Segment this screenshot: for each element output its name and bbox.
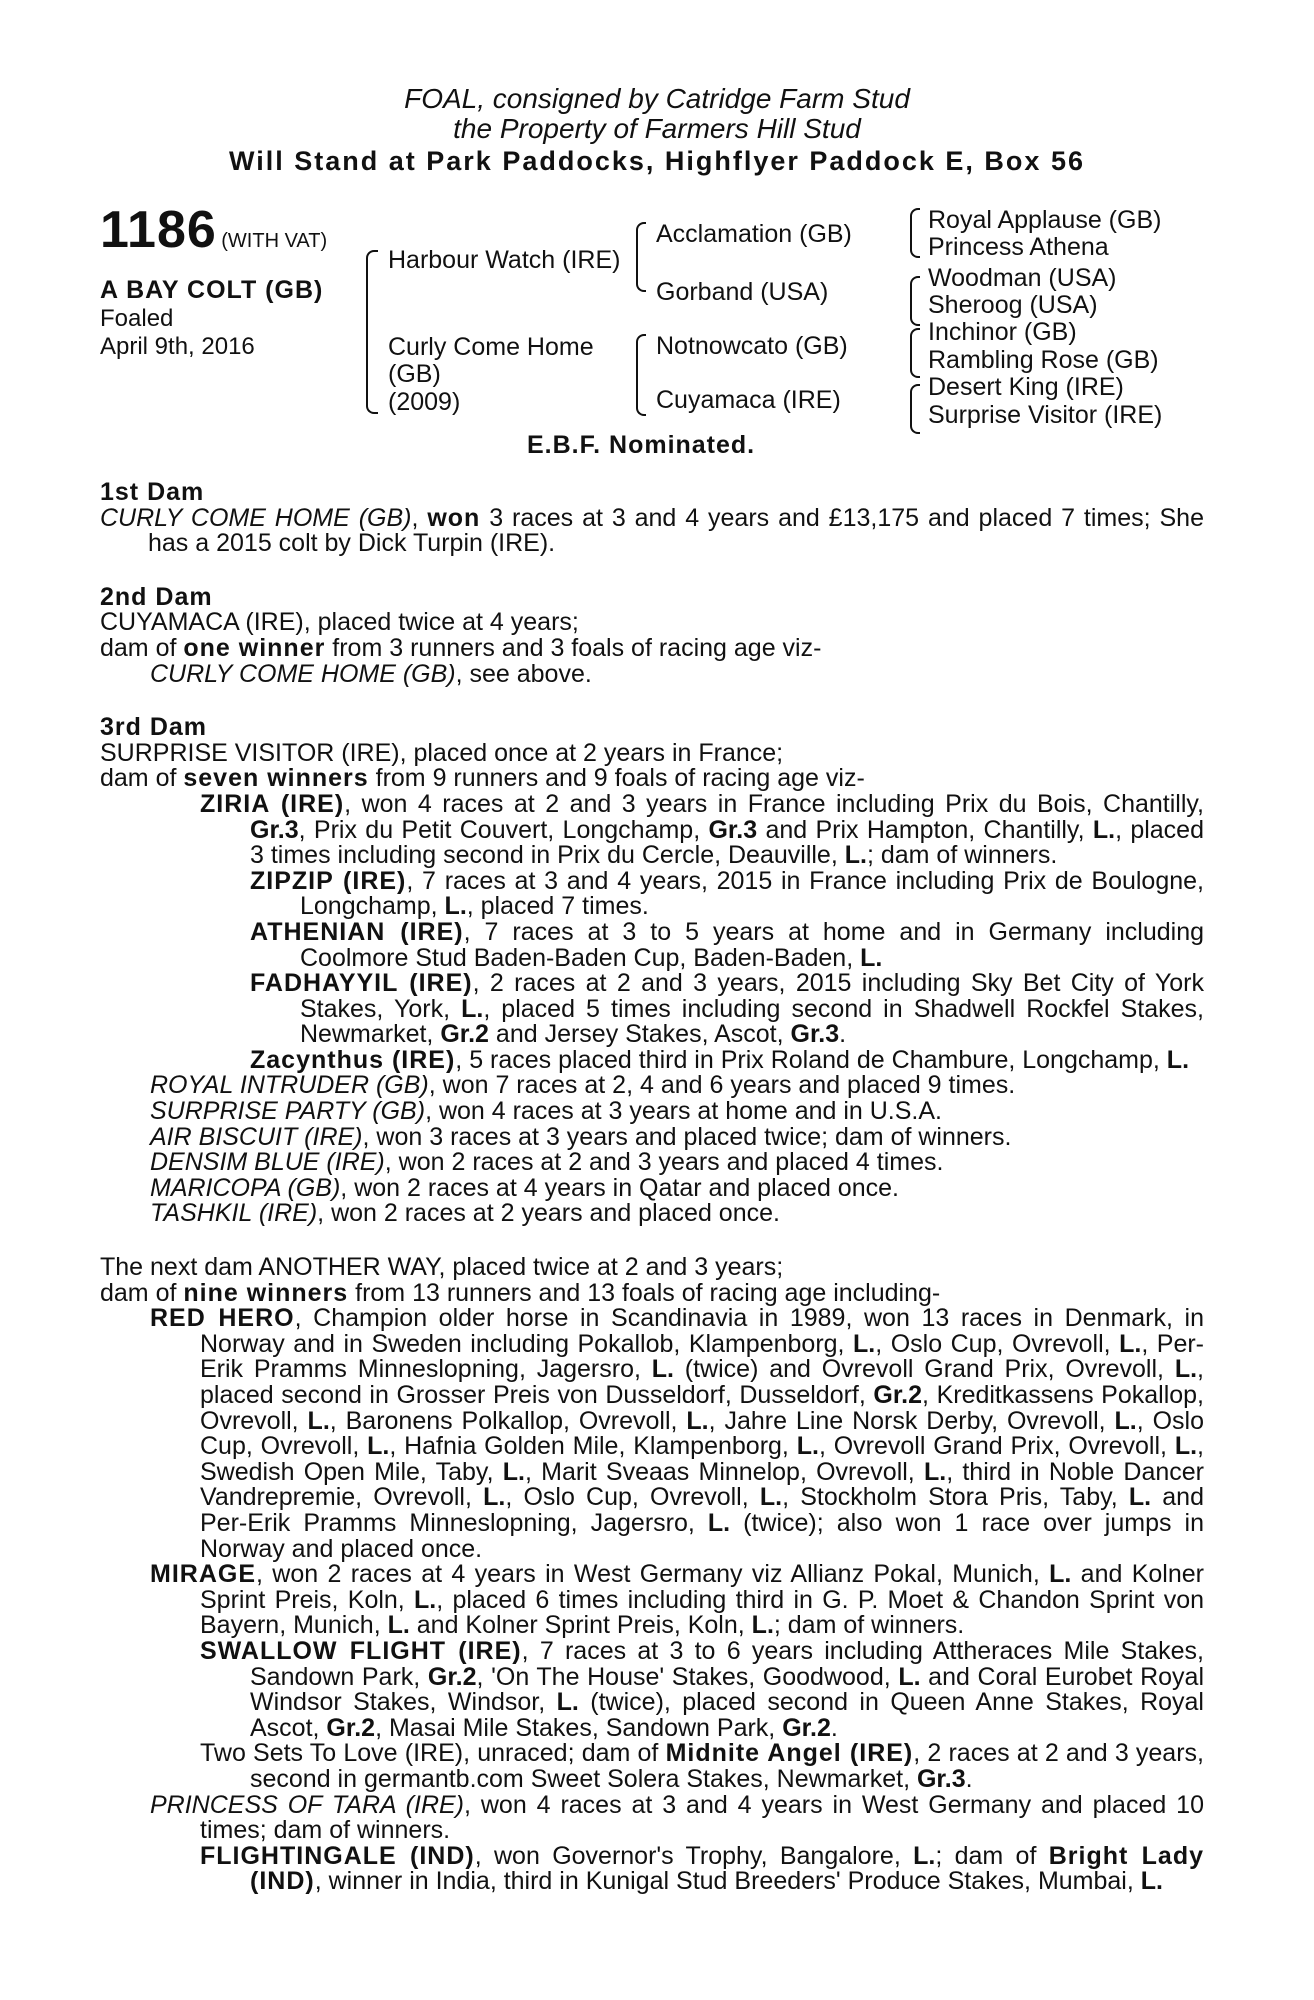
second-dam-produce: dam of one winner from 3 runners and 3 foals of racing age viz- — [100, 633, 822, 662]
third-dam-produce: dam of seven winners from 9 runners and 9 foals of racing age viz- — [100, 764, 865, 793]
won-label: won — [427, 503, 481, 532]
header — [0, 84, 1314, 178]
list-item: ZIPZIP (IRE), 7 races at 3 and 4 years, 2015 in France including Prix de Boulogne, Longchamp, L., placed 7 times. — [250, 866, 1204, 921]
list-item: Zacynthus (IRE), 5 races placed third in Prix Roland de Chambure, Longchamp, L. — [250, 1045, 1190, 1074]
gen3-brace-2 — [910, 276, 920, 326]
property-line: the Property of Farmers Hill Stud — [453, 113, 861, 144]
list-item: CURLY COME HOME (GB), see above. — [150, 659, 592, 688]
dam-brace — [636, 334, 646, 416]
sire-dam: Gorband (USA) — [656, 278, 829, 306]
lot-info — [100, 200, 327, 361]
dam-dam: Cuyamaca (IRE) — [656, 386, 841, 414]
ebf-note: E.B.F. Nominated. — [527, 431, 756, 459]
first-dam-entry: CURLY COME HOME (GB), won 3 races at 3 and 4 years and £13,175 and placed 7 times; She has a 2015 colt by Dick Turpin (IRE). — [100, 503, 1204, 558]
list-item: AIR BISCUIT (IRE), won 3 races at 3 years and placed twice; dam of winners. — [150, 1122, 1012, 1151]
first-dam-name: CURLY COME HOME (GB) — [100, 503, 412, 532]
vat-note: (WITH VAT) — [221, 230, 328, 252]
gen3-ancestor: Woodman (USA) — [928, 264, 1117, 292]
first-dam-text: 3 races at 3 and 4 years and £13,175 and placed 7 times; She has a 2015 colt by Dick Turpin (IRE). — [148, 503, 1204, 558]
gen3-ancestor: Sheroog (USA) — [928, 291, 1098, 319]
lot-number: 1186 — [100, 201, 217, 259]
gen3-brace-4 — [910, 384, 920, 434]
second-dam-heading: 2nd Dam — [100, 582, 213, 611]
sire-brace — [636, 222, 646, 292]
consignor-line: FOAL, consigned by Catridge Farm Stud — [404, 83, 910, 114]
list-item: ZIRIA (IRE), won 4 races at 2 and 3 years in France including Prix du Bois, Chantilly, Gr.3, Prix du Petit Couvert, Longchamp, Gr.3 and Prix Hampton, Chantilly, L., placed 3 times including second in Prix du Cercle, Deauville, L.; dam of winners. — [200, 789, 1204, 870]
gen3-ancestor: Inchinor (GB) — [928, 318, 1077, 346]
gen3-ancestor: Desert King (IRE) — [928, 373, 1124, 401]
gen3-ancestor: Rambling Rose (GB) — [928, 346, 1159, 374]
winners-count: one winner — [183, 633, 326, 662]
gen3-brace-3 — [910, 328, 920, 378]
sire-sire: Acclamation (GB) — [656, 220, 852, 248]
list-item: DENSIM BLUE (IRE), won 2 races at 2 and 3 years and placed 4 times. — [150, 1148, 944, 1177]
gen3-ancestor: Princess Athena — [928, 233, 1109, 261]
next-dam-line: The next dam ANOTHER WAY, placed twice at 2 and 3 years; — [100, 1253, 784, 1282]
stand-location: Will Stand at Park Paddocks, Highflyer Paddock E, Box 56 — [229, 146, 1085, 176]
next-dam-produce: dam of nine winners from 13 runners and 13 foals of racing age including- — [100, 1278, 941, 1307]
gen3-ancestor: Surprise Visitor (IRE) — [928, 401, 1163, 429]
pedigree-body — [100, 480, 1204, 1895]
list-item: PRINCESS OF TARA (IRE), won 4 races at 3 and 4 years in West Germany and placed 10 times; dam of winners. — [150, 1790, 1204, 1845]
list-item: MIRAGE, won 2 races at 4 years in West Germany viz Allianz Pokal, Munich, L. and Kolner Sprint Preis, Koln, L., placed 6 times including third in G. P. Moet & Chandon Sprint von Bayern, Munich, L. and Kolner Sprint Preis, Koln, L.; dam of winners. — [150, 1560, 1205, 1640]
list-item: FLIGHTINGALE (IND), won Governor's Trophy, Bangalore, L.; dam of Bright Lady (IND), winner in India, third in Kunigal Stud Breeders' Produce Stakes, Mumbai, L. — [200, 1841, 1204, 1896]
list-item: SURPRISE PARTY (GB), won 4 races at 3 years at home and in U.S.A. — [150, 1097, 942, 1126]
gen3-brace-1 — [910, 208, 920, 258]
dam-birth-year: (2009) — [388, 388, 461, 416]
list-item: Two Sets To Love (IRE), unraced; dam of Midnite Angel (IRE), 2 races at 2 and 3 years, second in germantb.com Sweet Solera Stakes, Newmarket, Gr.3. — [200, 1739, 1204, 1793]
winners-count: nine winners — [183, 1278, 349, 1307]
third-dam-line: SURPRISE VISITOR (IRE), placed once at 2 years in France; — [100, 738, 784, 767]
foaled-date: April 9th, 2016 — [100, 333, 255, 360]
pedigree-brace — [366, 250, 378, 414]
lot-title: A BAY COLT (GB) — [100, 276, 324, 304]
list-item: SWALLOW FLIGHT (IRE), 7 races at 3 to 6 years including Attheraces Mile Stakes, Sandown Park, Gr.2, 'On The House' Stakes, Goodwood, L. and Coral Eurobet Royal Windsor Stakes, Windsor, L. (twice), placed second in Queen Anne Stakes, Royal Ascot, Gr.2, Masai Mile Stakes, Sandown Park, Gr.2. — [200, 1636, 1205, 1742]
dam-name-line1: Curly Come Home — [388, 333, 594, 361]
dam-sire: Notnowcato (GB) — [656, 332, 848, 360]
winners-count: seven winners — [183, 764, 369, 793]
list-item: ATHENIAN (IRE), 7 races at 3 to 5 years at home and in Germany including Coolmore Stud Baden-Baden Cup, Baden-Baden, L. — [250, 917, 1205, 972]
sire: Harbour Watch (IRE) — [388, 246, 621, 274]
third-dam-heading: 3rd Dam — [100, 713, 208, 742]
list-item: MARICOPA (GB), won 2 races at 4 years in Qatar and placed once. — [150, 1173, 899, 1202]
gen3-ancestor: Royal Applause (GB) — [928, 206, 1162, 234]
list-item: TASHKIL (IRE), won 2 races at 2 years and placed once. — [150, 1199, 780, 1228]
list-item: RED HERO, Champion older horse in Scandinavia in 1989, won 13 races in Denmark, in Norway and in Sweden including Pokallob, Klampenborg, L., Oslo Cup, Ovrevoll, L., Per-Erik Pramms Minneslopning, Jagersro, L. (twice) and Ovrevoll Grand Prix, Ovrevoll, L., placed second in Grosser Preis von Dusseldorf, Dusseldorf, Gr.2, Kreditkassens Pokallop, Ovrevoll, L., Baronens Polkallop, Ovrevoll, L., Jahre Line Norsk Derby, Ovrevoll, L., Oslo Cup, Ovrevoll, L., Hafnia Golden Mile, Klampenborg, L., Ovrevoll Grand Prix, Ovrevoll, L., Swedish Open Mile, Taby, L., Marit Sveaas Minnelop, Ovrevoll, L., third in Noble Dancer Vandrepremie, Ovrevoll, L., Oslo Cup, Ovrevoll, L., Stockholm Stora Pris, Taby, L. and Per-Erik Pramms Minneslopning, Jagersro, L. (twice); also won 1 race over jumps in Norway and placed once. — [150, 1304, 1205, 1563]
foaled-label: Foaled — [100, 305, 174, 332]
list-item: ROYAL INTRUDER (GB), won 7 races at 2, 4 and 6 years and placed 9 times. — [150, 1071, 1016, 1100]
second-dam-line: CUYAMACA (IRE), placed twice at 4 years; — [100, 608, 579, 637]
list-item: FADHAYYIL (IRE), 2 races at 2 and 3 years, 2015 including Sky Bet City of York Stakes, York, L., placed 5 times including second in Shadwell Rockfel Stakes, Newmarket, Gr.2 and Jersey Stakes, Ascot, Gr.3. — [250, 969, 1204, 1049]
first-dam-heading: 1st Dam — [100, 478, 205, 506]
dam-name-line2: (GB) — [388, 360, 441, 388]
